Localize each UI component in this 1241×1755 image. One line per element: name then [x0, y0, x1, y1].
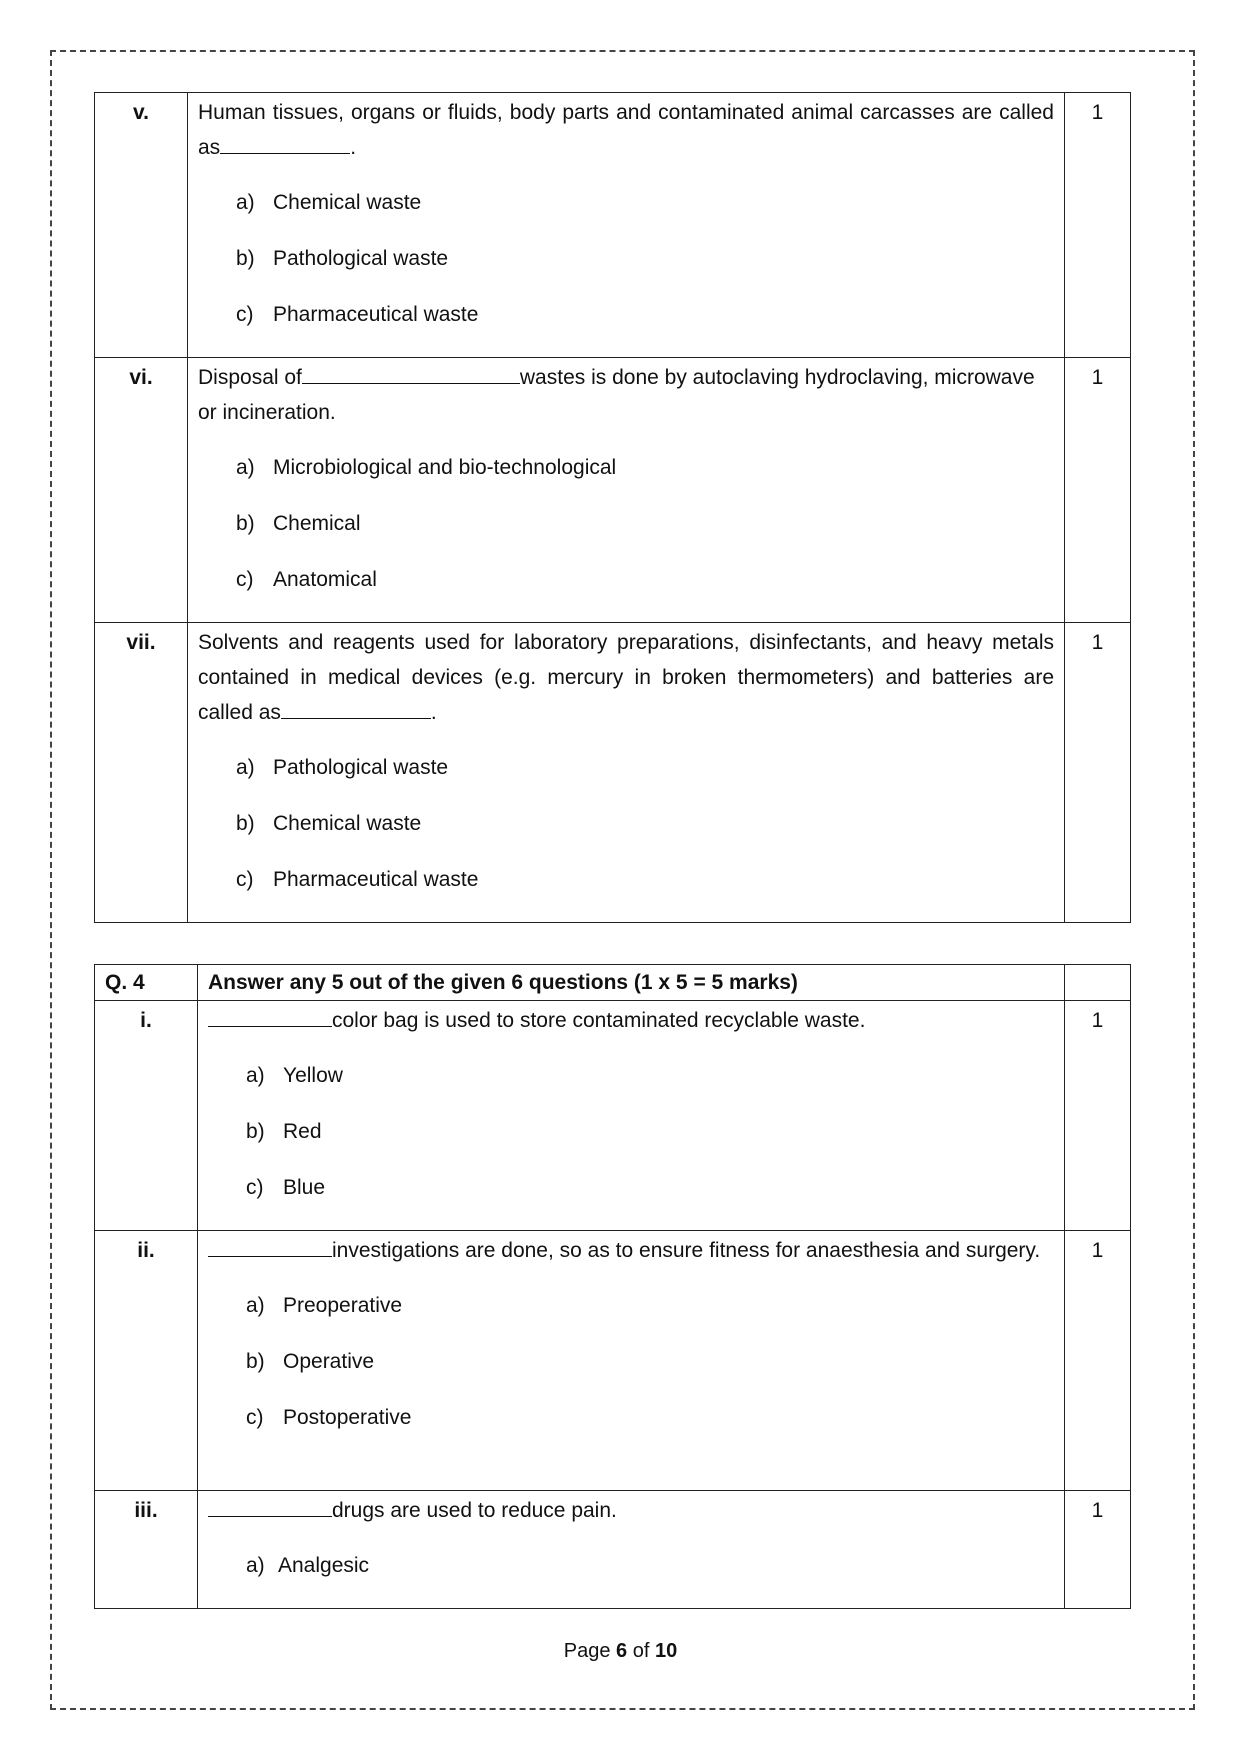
section-header-row [95, 965, 1131, 1001]
option-c: c) Pharmaceutical waste [236, 868, 479, 891]
option-a: a) Chemical waste [236, 191, 422, 214]
answer-blank [208, 1494, 332, 1517]
question-body [188, 93, 1065, 358]
option-c: c) Blue [246, 1176, 326, 1199]
section-number: Q. 4 [95, 965, 198, 1001]
marks-header [1065, 965, 1131, 1001]
question-body [198, 1001, 1065, 1231]
question-number: ii. [95, 1231, 198, 1491]
option-a: a) Pathological waste [236, 756, 449, 779]
question-body [188, 358, 1065, 623]
question-text-before: Human tissues, organs or fluids, body parts and contaminated animal carcasses are called as [198, 101, 1054, 159]
marks: 1 [1065, 358, 1131, 623]
question-body [198, 1491, 1065, 1609]
question-text [208, 1003, 1054, 1038]
answer-blank [302, 361, 520, 384]
question-text [198, 95, 1054, 165]
question-text-after: . [350, 136, 357, 159]
answer-blank [208, 1234, 332, 1257]
question-row-ii [95, 1231, 1131, 1491]
question-body [188, 623, 1065, 923]
marks: 1 [1065, 1001, 1131, 1231]
question-text [198, 360, 1054, 430]
page-footer [0, 1640, 1241, 1663]
options-list [236, 175, 1054, 343]
question-text [198, 625, 1054, 730]
page-total: 10 [654, 1640, 678, 1662]
marks: 1 [1065, 1231, 1131, 1491]
question-text-after: . [430, 701, 437, 724]
options-list [236, 440, 1054, 608]
page-current: 6 [616, 1640, 628, 1662]
option-b: b) Chemical waste [236, 812, 422, 835]
options-list [246, 1278, 1054, 1446]
question-table-1 [94, 92, 1131, 923]
question-number: i. [95, 1001, 198, 1231]
option-b: b) Chemical [236, 512, 361, 535]
option-c: c) Postoperative [246, 1406, 412, 1429]
question-text-after: investigations are done, so as to ensure fitness for anaesthesia and surgery. [332, 1239, 1041, 1262]
question-row-i [95, 1001, 1131, 1231]
question-body [198, 1231, 1065, 1491]
question-number: iii. [95, 1491, 198, 1609]
question-text-after: drugs are used to reduce pain. [332, 1499, 617, 1522]
page-label: Page [563, 1640, 611, 1662]
marks: 1 [1065, 1491, 1131, 1609]
options-list [246, 1538, 1054, 1594]
question-text [208, 1493, 1054, 1528]
question-number: vii. [95, 623, 188, 923]
option-a: a) Preoperative [246, 1294, 403, 1317]
option-b: b) Pathological waste [236, 247, 449, 270]
marks: 1 [1065, 623, 1131, 923]
question-row-v [95, 93, 1131, 358]
answer-blank [208, 1004, 332, 1027]
page-of: of [632, 1640, 650, 1662]
question-text-before: Solvents and reagents used for laboratory preparations, disinfectants, and heavy metals contained in medical devices (e.g. mercury in broken thermometers) and batteries are called as [198, 631, 1054, 724]
option-b: b) Operative [246, 1350, 375, 1373]
answer-blank [281, 696, 431, 719]
option-a: a) Yellow [246, 1064, 343, 1087]
question-row-iii [95, 1491, 1131, 1609]
marks: 1 [1065, 93, 1131, 358]
section-title: Answer any 5 out of the given 6 questions (1 x 5 = 5 marks) [198, 965, 1065, 1001]
option-b: b) Red [246, 1120, 322, 1143]
options-list [246, 1048, 1054, 1216]
question-table-2 [94, 964, 1131, 1609]
question-text [208, 1233, 1054, 1268]
question-text-after: color bag is used to store contaminated recyclable waste. [332, 1009, 866, 1032]
question-number: v. [95, 93, 188, 358]
question-text-after: wastes is done by autoclaving hydroclaving, microwave or incineration. [198, 366, 1035, 424]
option-c: c) Pharmaceutical waste [236, 303, 479, 326]
answer-blank [220, 131, 350, 154]
option-a: a) Microbiological and bio-technological [236, 456, 617, 479]
option-c: c) Anatomical [236, 568, 377, 591]
options-list [236, 740, 1054, 908]
option-a: a) Analgesic [246, 1554, 370, 1577]
question-row-vi [95, 358, 1131, 623]
question-number: vi. [95, 358, 188, 623]
question-row-vii [95, 623, 1131, 923]
question-text-before: Disposal of [198, 366, 302, 389]
